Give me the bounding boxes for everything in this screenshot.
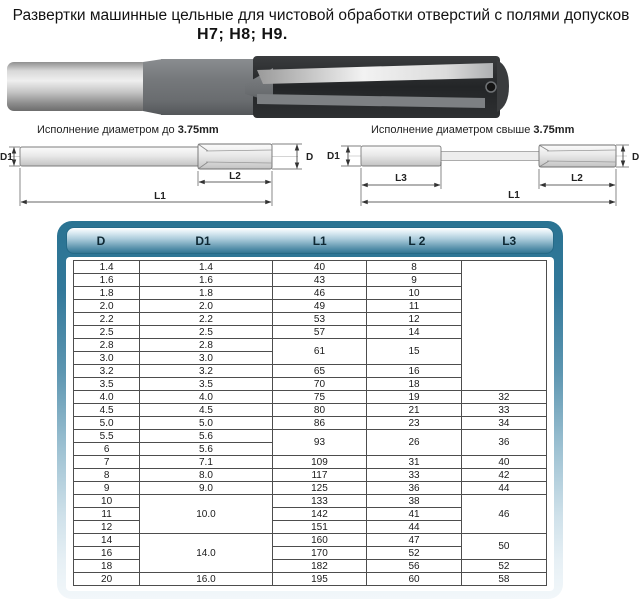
table-cell: 1.8	[140, 287, 272, 300]
table-row	[74, 482, 547, 495]
table-cell: 19	[367, 391, 462, 404]
table-cell: 3.0	[140, 352, 272, 365]
table-cell: 2.5	[140, 326, 272, 339]
table-cell: 2.2	[140, 313, 272, 326]
table-cell: 3.0	[74, 352, 140, 365]
table-cell	[461, 261, 546, 391]
table-cell: 133	[272, 495, 367, 508]
table-cell: 18	[74, 560, 140, 573]
table-cell: 8	[74, 469, 140, 482]
table-cell: 7	[74, 456, 140, 469]
table-row	[74, 417, 547, 430]
table-row	[74, 573, 547, 586]
table-cell: 5.6	[140, 430, 272, 443]
table-cell: 44	[367, 521, 462, 534]
table-row	[74, 469, 547, 482]
table-cell: 10	[367, 287, 462, 300]
table-cell: 195	[272, 573, 367, 586]
spec-table-body	[74, 261, 547, 586]
dim-label-d1: D1	[0, 152, 13, 163]
table-cell: 2.0	[74, 300, 140, 313]
table-cell: 151	[272, 521, 367, 534]
table-cell: 75	[272, 391, 367, 404]
diagram-large-diameter	[321, 118, 642, 216]
column-header-d1: D1	[195, 233, 211, 248]
dim-label-l2: L2	[229, 171, 241, 182]
table-cell: 53	[272, 313, 367, 326]
table-cell: 8.0	[140, 469, 272, 482]
table-cell: 1.8	[74, 287, 140, 300]
table-cell: 5.0	[140, 417, 272, 430]
table-cell: 70	[272, 378, 367, 391]
table-cell: 65	[272, 365, 367, 378]
table-cell: 52	[367, 547, 462, 560]
table-cell: 11	[367, 300, 462, 313]
table-cell: 5.6	[140, 443, 272, 456]
table-row	[74, 404, 547, 417]
table-cell: 23	[367, 417, 462, 430]
table-cell: 1.6	[74, 274, 140, 287]
table-cell: 10.0	[140, 495, 272, 534]
table-cell: 2.5	[74, 326, 140, 339]
table-row	[74, 261, 547, 274]
spec-table	[73, 260, 547, 586]
table-cell: 6	[74, 443, 140, 456]
table-cell: 14	[74, 534, 140, 547]
column-header-d: D	[96, 233, 106, 248]
table-cell: 10	[74, 495, 140, 508]
table-cell: 44	[461, 482, 546, 495]
table-cell: 20	[74, 573, 140, 586]
spec-table-frame	[57, 221, 563, 599]
table-cell: 33	[461, 404, 546, 417]
page-title-tolerances: Н7; Н8; Н9.	[197, 26, 288, 43]
table-row	[74, 391, 547, 404]
table-cell: 16	[74, 547, 140, 560]
table-cell: 4.0	[140, 391, 272, 404]
dim-label-l1: L1	[508, 190, 520, 201]
page-title: Развертки машинные цельные для чистовой обработки отверстий с полями допусков	[12, 7, 630, 24]
table-cell: 34	[461, 417, 546, 430]
table-cell: 117	[272, 469, 367, 482]
table-cell: 36	[461, 430, 546, 456]
table-cell: 61	[272, 339, 367, 365]
table-cell: 31	[367, 456, 462, 469]
table-cell: 3.2	[74, 365, 140, 378]
column-header-l2: L 2	[408, 233, 426, 248]
table-cell: 109	[272, 456, 367, 469]
column-header-l1: L1	[312, 233, 327, 248]
table-cell: 18	[367, 378, 462, 391]
table-cell: 9	[367, 274, 462, 287]
table-cell: 3.5	[140, 378, 272, 391]
table-cell: 14.0	[140, 534, 272, 573]
dim-label-d1: D1	[327, 151, 340, 162]
table-cell: 52	[461, 560, 546, 573]
table-cell: 12	[74, 521, 140, 534]
dim-label-d: D	[306, 152, 314, 163]
table-cell: 3.5	[74, 378, 140, 391]
table-cell: 142	[272, 508, 367, 521]
table-cell: 80	[272, 404, 367, 417]
table-cell: 2.0	[140, 300, 272, 313]
table-cell: 40	[461, 456, 546, 469]
table-cell: 26	[367, 430, 462, 456]
table-cell: 36	[367, 482, 462, 495]
table-cell: 33	[367, 469, 462, 482]
spec-table-header	[66, 227, 554, 254]
table-cell: 56	[367, 560, 462, 573]
table-cell: 1.4	[140, 261, 272, 274]
table-cell: 3.2	[140, 365, 272, 378]
table-cell: 40	[272, 261, 367, 274]
diagram-caption: Исполнение диаметром до 3.75mm	[37, 124, 219, 136]
table-row	[74, 534, 547, 547]
table-cell: 16.0	[140, 573, 272, 586]
table-cell: 50	[461, 534, 546, 560]
table-cell: 4.5	[74, 404, 140, 417]
machine-reamer-photo-icon	[5, 54, 510, 120]
table-cell: 7.1	[140, 456, 272, 469]
table-cell: 170	[272, 547, 367, 560]
table-cell: 1.6	[140, 274, 272, 287]
reamer-photo	[5, 54, 510, 120]
table-cell: 2.2	[74, 313, 140, 326]
table-cell: 93	[272, 430, 367, 456]
table-cell: 15	[367, 339, 462, 365]
table-cell: 4.5	[140, 404, 272, 417]
table-cell: 1.4	[74, 261, 140, 274]
table-cell: 41	[367, 508, 462, 521]
table-cell: 160	[272, 534, 367, 547]
table-cell: 12	[367, 313, 462, 326]
table-cell: 5.0	[74, 417, 140, 430]
dim-label-l1: L1	[154, 191, 166, 202]
table-cell: 9	[74, 482, 140, 495]
table-cell: 21	[367, 404, 462, 417]
table-cell: 4.0	[74, 391, 140, 404]
table-cell: 5.5	[74, 430, 140, 443]
table-cell: 9.0	[140, 482, 272, 495]
table-cell: 46	[272, 287, 367, 300]
table-cell: 16	[367, 365, 462, 378]
table-row	[74, 456, 547, 469]
column-header-l3: L3	[502, 233, 517, 248]
spec-table-area	[66, 257, 554, 591]
table-cell: 46	[461, 495, 546, 534]
table-cell: 2.8	[74, 339, 140, 352]
table-cell: 58	[461, 573, 546, 586]
table-cell: 38	[367, 495, 462, 508]
diagram-caption: Исполнение диаметром свыше 3.75mm	[371, 124, 575, 136]
table-cell: 125	[272, 482, 367, 495]
table-cell: 182	[272, 560, 367, 573]
dim-label-d: D	[632, 152, 640, 163]
table-cell: 14	[367, 326, 462, 339]
table-cell: 60	[367, 573, 462, 586]
table-row	[74, 495, 547, 508]
table-cell: 47	[367, 534, 462, 547]
dim-label-l3: L3	[395, 173, 407, 184]
table-cell: 11	[74, 508, 140, 521]
table-cell: 86	[272, 417, 367, 430]
table-cell: 42	[461, 469, 546, 482]
dim-label-l2: L2	[571, 173, 583, 184]
diagram-small-diameter	[0, 118, 321, 216]
table-cell: 8	[367, 261, 462, 274]
table-cell: 43	[272, 274, 367, 287]
table-cell: 2.8	[140, 339, 272, 352]
table-row	[74, 430, 547, 443]
table-cell: 57	[272, 326, 367, 339]
table-cell: 49	[272, 300, 367, 313]
table-cell: 32	[461, 391, 546, 404]
